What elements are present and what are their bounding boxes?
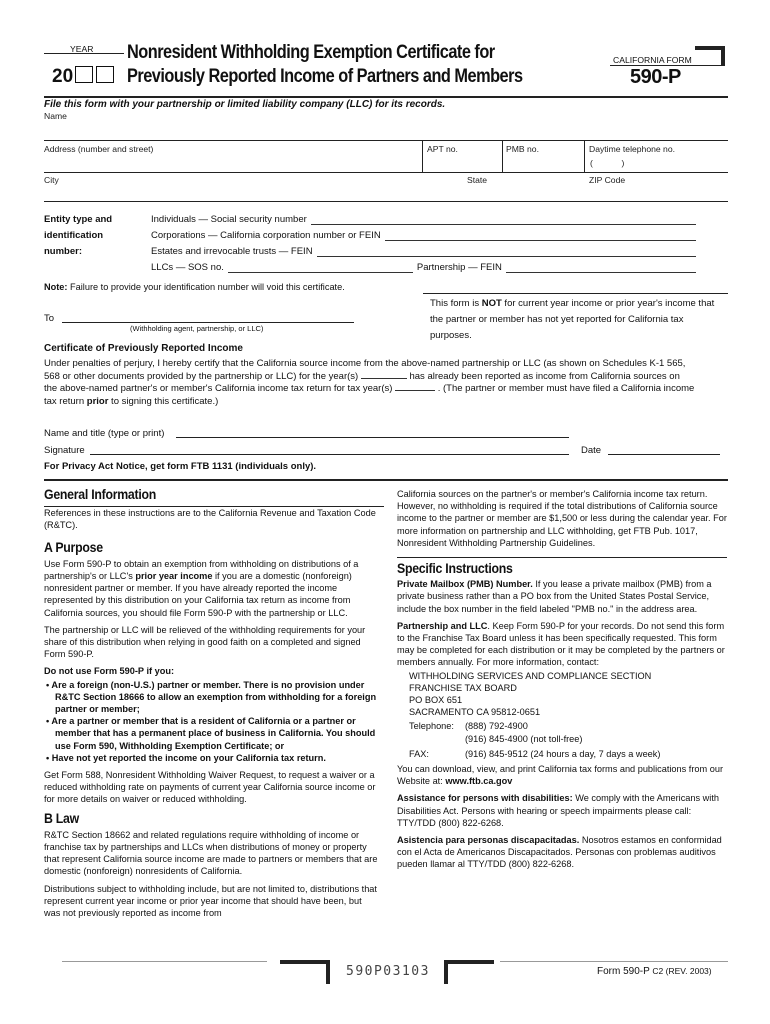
date-field[interactable] xyxy=(608,441,720,454)
general-paragraph: References in these instructions are to the California Revenue and Taxation Code (R&TC). xyxy=(44,508,376,531)
purpose-paragraph-3: Get Form 588, Nonresident Withholding Waiver Request, to request a waiver or a reduced withholding rate on payments of current year California source income or for more details on waiver or reduced withholding. xyxy=(44,770,376,805)
zip-label: ZIP Code xyxy=(589,175,626,185)
apt-divider xyxy=(422,141,423,173)
to-field[interactable] xyxy=(62,308,354,322)
year-box-1[interactable] xyxy=(75,66,93,83)
continued-paragraph: California sources on the partner's or member's California income tax return. However, no withholding is required if the total distributions of California source income to the partner or member are $1,500 or less during the calendar year. For more information on partnership and LLC withholding, get FTB Pub. 1017, Nonresident Withholding Partnership Guidelines. xyxy=(397,489,727,548)
entity-label-line3: number: xyxy=(44,246,82,257)
name-label: Name xyxy=(44,111,67,121)
tax-years-field[interactable] xyxy=(395,390,435,391)
specific-instructions-heading: Specific Instructions xyxy=(397,560,513,577)
form-number: 590-P xyxy=(630,66,681,88)
not-for-current-year-box: This form is NOT for current year income or prior year's income that the partner or member has not yet reported for California tax purposes. xyxy=(430,298,715,341)
purpose-paragraph-1: Use Form 590-P to obtain an exemption from withholding on distributions of a partnership's or LLC's prior year income if you are a domestic (nonforeign) nonresident partner or member. If you have already reported the income represented by this distribution on your California tax return as income from California sources, you should file Form 590-P with the partnership or LLC. xyxy=(44,558,359,618)
file-instruction: File this form with your partnership or limited liability company (LLC) for its records. xyxy=(44,99,446,110)
years-field[interactable] xyxy=(361,378,407,379)
footer-form-revision: Form 590-P C2 (REV. 2003) xyxy=(597,966,712,977)
bullet-foreign: • Are a foreign (non-U.S.) partner or member. There is no provision under R&TC Section 18666 to allow an exemption from withholding for a foreign partner or member; xyxy=(46,679,377,715)
individuals-label: Individuals — Social security number xyxy=(151,214,307,225)
footer-corner-top-left xyxy=(280,960,330,964)
state-label: State xyxy=(467,175,488,185)
telephone-block: Telephone: (888) 792-4900 (916) 845-4900 (not toll-free) xyxy=(409,721,583,744)
corner-mark-side xyxy=(721,46,725,66)
sos-number-field[interactable] xyxy=(228,260,413,273)
general-information-heading: General Information xyxy=(44,486,157,502)
year-label: YEAR xyxy=(70,44,94,54)
phone-field[interactable] xyxy=(640,154,728,170)
do-not-use-heading: Do not use Form 590-P if you: xyxy=(44,666,175,677)
purpose-paragraph-2: The partnership or LLC will be relieved of the withholding requirements for your share of this distribution when relying in good faith on a completed and signed Form 590-P. xyxy=(44,624,366,660)
pmb-field[interactable] xyxy=(504,154,582,170)
address-block: WITHHOLDING SERVICES AND COMPLIANCE SECTION FRANCHISE TAX BOARD PO BOX 651 SACRAMENTO CA 95812-0651 xyxy=(409,670,652,718)
header-bottom-rule xyxy=(44,96,728,98)
address-field[interactable] xyxy=(44,154,420,170)
disabilities-paragraph: Assistance for persons with disabilities: We comply with the Americans with Disabilities Act. Persons with hearing or speech impairments please call: TTY/TDD (800) 822-6268. xyxy=(397,793,720,828)
partnership-llc-paragraph: Partnership and LLC. Keep Form 590-P for your records. Do not send this form to the Franchise Tax Board unless it has been specifically requested. This form may be completed for each distribution or it may be completed by the partners or members annually. For more information, contact: xyxy=(397,620,725,668)
date-label: Date xyxy=(581,445,602,456)
estates-label: Estates and irrevocable trusts — FEIN xyxy=(151,246,313,257)
footer-form-code: 590P03103 xyxy=(346,964,430,979)
bullet-not-reported: • Have not yet reported the income on your California tax return. xyxy=(46,752,326,763)
law-paragraph-2: Distributions subject to withholding include, but are not limited to, distributions that represent current year income or prior year income that should have been, but was not previously reported as income from xyxy=(44,883,377,919)
address-label: Address (number and street) xyxy=(44,144,154,154)
footer-corner-side-left xyxy=(326,960,330,984)
privacy-notice: For Privacy Act Notice, get form FTB 1131 (individuals only). xyxy=(44,461,317,472)
name-title-rule xyxy=(176,437,569,438)
footer-corner-top-right xyxy=(444,960,494,964)
year-prefix: 20 xyxy=(52,66,74,87)
purpose-heading: A Purpose xyxy=(44,538,103,555)
phone-area-code: ( ) xyxy=(590,158,625,168)
apt-field[interactable] xyxy=(424,154,500,170)
ssn-field[interactable] xyxy=(311,212,696,225)
city-label: City xyxy=(44,175,59,185)
address-rule xyxy=(44,172,728,173)
left-column xyxy=(44,488,379,924)
law-heading: B Law xyxy=(44,809,79,826)
corporations-label: Corporations — California corporation number or FEIN xyxy=(151,230,381,241)
phone-divider xyxy=(584,141,585,173)
california-form-label: CALIFORNIA FORM xyxy=(613,55,692,65)
form-title-line1: Nonresident Withholding Exemption Certificate for xyxy=(127,42,495,63)
certificate-text: Under penalties of perjury, I hereby certify that the California source income from the above-named partnership or LLC (as shown on Schedules K-1 565, 568 or other documents provided by the partnership or LLC) for the year(s) has already been reported as income from California sources on the above-named partner's or member's California income tax return for tax year(s) . (The partner or member must have filed a California income tax return prior to signing this certificate.) xyxy=(44,358,695,407)
state-field[interactable] xyxy=(465,186,575,200)
bullet-resident: • Are a partner or member that is a resident of California or a partner or member that has a permanent place of business in California. You should use Form 590, Withholding Exemption Certificate; or xyxy=(46,716,376,751)
name-title-label: Name and title (type or print) xyxy=(44,428,165,439)
footer-right-rule xyxy=(500,961,728,962)
signature-label: Signature xyxy=(44,445,85,456)
to-label: To xyxy=(44,313,55,324)
signature-field[interactable] xyxy=(90,441,569,454)
city-field[interactable] xyxy=(44,186,464,200)
date-rule xyxy=(608,454,720,455)
name-title-field[interactable] xyxy=(176,424,569,437)
certificate-heading: Certificate of Previously Reported Income xyxy=(44,343,243,354)
llc-label: LLCs — SOS no. xyxy=(151,262,224,273)
note-line: Note: Failure to provide your identification number will void this certificate. xyxy=(44,282,345,292)
specific-heading-rule xyxy=(397,557,727,558)
pmb-paragraph: Private Mailbox (PMB) Number. If you lease a private mailbox (PMB) from a private business rather than a PO box from the United States Postal Service, include the box number in the field labeled "PMB no." in the address area. xyxy=(397,579,712,614)
entity-label-line1: Entity type and xyxy=(44,214,113,225)
pmb-label: PMB no. xyxy=(506,144,539,154)
spanish-assistance-paragraph: Asistencia para personas discapacitadas. Nosotros estamos en conformidad con el Acta de Americanos Discapacitados. Personas con problemas auditivos pueden llamar al TTY/TDD (800) 822-6268. xyxy=(397,835,722,870)
website-link[interactable]: www.ftb.ca.gov xyxy=(445,776,513,787)
estate-fein-field[interactable] xyxy=(317,244,696,257)
corp-number-field[interactable] xyxy=(385,228,696,241)
phone-label: Daytime telephone no. xyxy=(589,144,675,154)
right-column xyxy=(397,488,727,876)
signature-rule xyxy=(90,454,569,455)
partnership-fein-field[interactable] xyxy=(506,260,696,273)
website-paragraph: You can download, view, and print California tax forms and publications from our Website at: www.ftb.ca.gov xyxy=(397,764,723,787)
city-rule xyxy=(44,201,728,202)
partnership-label: Partnership — FEIN xyxy=(416,262,502,273)
note-box-rule xyxy=(423,293,728,294)
footer-left-rule xyxy=(62,961,267,962)
entity-label-line2: identification xyxy=(44,230,104,241)
name-rule xyxy=(44,140,728,141)
name-field[interactable] xyxy=(44,121,728,139)
to-rule xyxy=(62,322,354,323)
year-box-2[interactable] xyxy=(96,66,114,83)
form-title-line2: Previously Reported Income of Partners and Members xyxy=(127,66,523,87)
pmb-divider xyxy=(502,141,503,173)
apt-label: APT no. xyxy=(427,144,458,154)
certificate-bottom-rule xyxy=(44,479,728,481)
law-paragraph-1: R&TC Section 18662 and related regulations require withholding of income or franchise tax by partnerships and LLCs when distributions of money or property that represent California source income are made to partners or members that are domestic (nonforeign) nonresidents of California. xyxy=(44,829,378,877)
zip-field[interactable] xyxy=(589,186,728,200)
fax-block: FAX: (916) 845-9512 (24 hours a day, 7 days a week) xyxy=(409,748,661,759)
to-caption: (Withholding agent, partnership, or LLC) xyxy=(130,324,264,333)
